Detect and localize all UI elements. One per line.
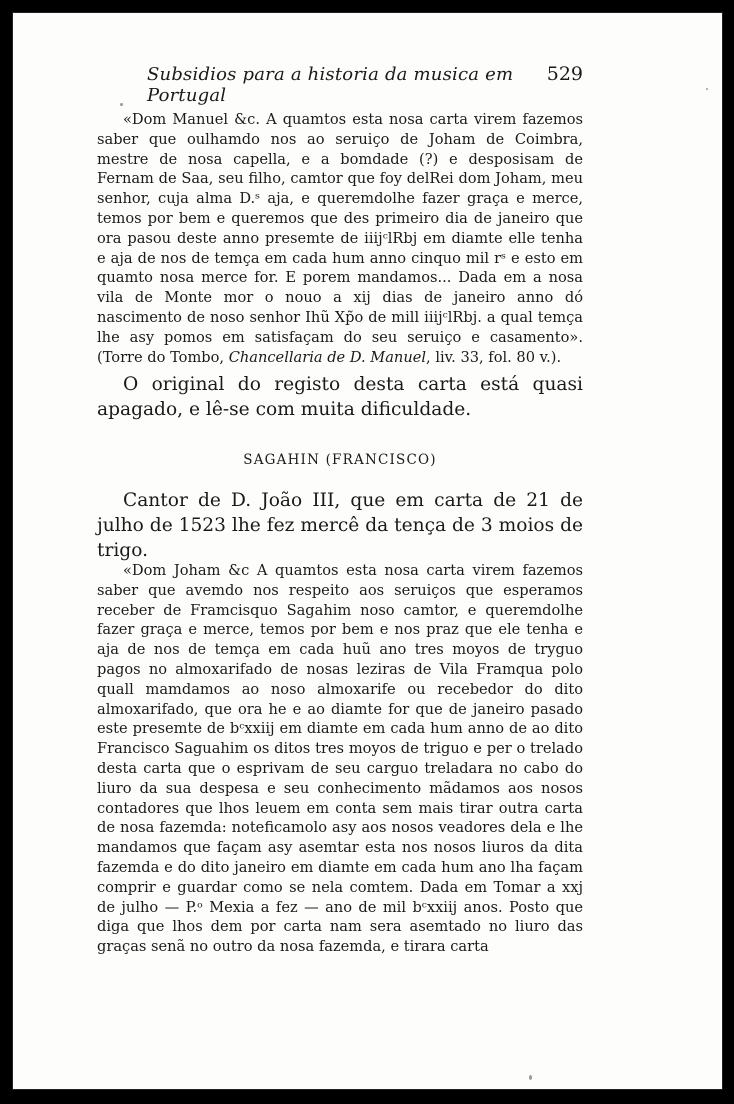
commentary-paragraph <box>97 372 583 422</box>
document-quote-dom-joham <box>97 561 583 957</box>
quote-text: «Dom Manuel &c. A quamtos esta nosa carta virem fazemos saber que oulhamdo nos ao seruiço de Joham de Coimbra, mestre de nosa capella, e a bomdade (?) e desposisam de Fernam de Saa, seu filho, camtor que foy delRei dom Joham, meu senhor, cuja alma D.ˢ aja, e queremdolhe fazer graça e merce, temos por bem e queremos que des primeiro dia de janeiro que ora pasou deste anno presemte de iiijᶜlRbj em diamte elle tenha e aja de nos de temça em cada hum anno cinquo mil rˢ e esto em quamto nosa merce for. E porem mandamos... Dada em a nosa vila de Monte mor o nouo a xij dias de janeiro anno dó nascimento de noso senhor Ihũ Xp̃o de mill iiijᶜlRbj. a qual temça lhe asy pomos em satisfaçam do seu seruiço e casamento». (Torre do Tombo, <box>97 111 583 366</box>
page-speck <box>529 1075 532 1080</box>
page-speck <box>706 88 708 90</box>
document-quote-dom-manuel <box>97 110 583 367</box>
page-speck <box>120 103 123 106</box>
source-reference: , liv. 33, fol. 80 v.). <box>426 348 562 366</box>
source-title: Chancellaria de D. Manuel <box>228 348 427 366</box>
section-heading: SAGAHIN (FRANCISCO) <box>243 452 437 468</box>
page-number: 529 <box>546 63 583 85</box>
entry-text: Cantor de D. João III, que em carta de 21 de julho de 1523 lhe fez mercê da tença de 3 moios de trigo. <box>97 490 583 561</box>
running-title: Subsidios para a historia da musica em Portugal <box>147 64 514 106</box>
commentary-text: O original do registo desta carta está quasi apagado, e lê-se com muita dificuldade. <box>97 374 583 420</box>
running-header <box>97 60 583 106</box>
entry-paragraph <box>97 488 583 563</box>
quote-paragraph <box>97 110 583 367</box>
quote-text-2: «Dom Joham &c A quamtos esta nosa carta virem fazemos saber que avemdo nos respeito aos seruiços que esperamos receber de Framcisquo Sagahim noso camtor, e queremdolhe fazer graça e merce, temos por bem e nos praz que ele tenha e aja de nos de temça em cada huũ ano tres moyos de tryguo pagos no almoxarifado de nosas leziras de Vila Framqua polo quall mamdamos ao noso almoxarife ou recebedor do dito almoxarifado, que ora he e ao diamte for que de janeiro pasado este presemte de bᶜxxiij em diamte em cada hum anno de ao dito Francisco Saguahim os ditos tres moyos de triguo e per o trelado desta carta que o esprivam de seu carguo treladara no cabo do liuro da sua despesa e seu conhecimento mãdamos aos nosos contadores que lhos leuem em conta sem mais tirar outra carta de nosa fazemda: noteficamolo asy aos nosos veadores dela e lhe mandamos que façam asy asemtar esta nos nosos liuros da dita fazemda e do dito janeiro em diamte em cada hum ano lha façam comprir e guardar como se nela comtem. Dada em Tomar a xxj de julho — P.ᵒ Mexia a fez — ano de mil bᶜxxiij anos. Posto que diga que lhos dem por carta nam sera asemtado no liuro das graças senã no outro da nosa fazemda, e tirara carta <box>97 562 583 956</box>
